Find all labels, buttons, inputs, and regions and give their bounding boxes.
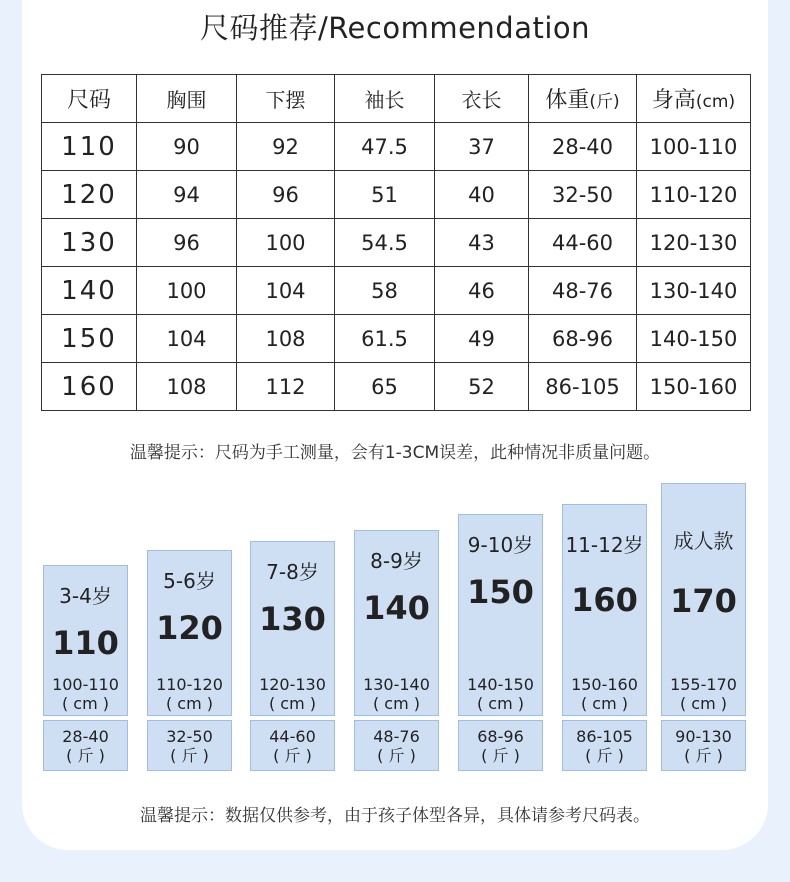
note-measurement: 温馨提示：尺码为手工测量，会有1-3CM误差，此种情况非质量问题。	[129, 443, 661, 463]
table-cell: 104	[237, 267, 335, 315]
column-age: 8-9岁	[370, 549, 423, 573]
header-weight	[529, 75, 637, 123]
table-row	[42, 267, 751, 315]
table-row	[42, 219, 751, 267]
column-age: 7-8岁	[266, 560, 319, 584]
size-column	[250, 541, 335, 716]
weight-unit: ( 斤 )	[66, 746, 105, 765]
size-column	[43, 565, 128, 716]
table-cell: 40	[435, 171, 529, 219]
size-cell: 140	[42, 267, 137, 315]
column-height-range	[251, 675, 334, 713]
table-cell: 120-130	[637, 219, 751, 267]
header-weight-label: 体重	[545, 88, 590, 113]
height-unit: ( cm )	[372, 694, 421, 713]
size-cell: 120	[42, 171, 137, 219]
header-height-label: 身高	[651, 88, 696, 113]
weight-box	[43, 720, 128, 771]
table-cell: 100	[237, 219, 335, 267]
weight-unit: ( 斤 )	[170, 746, 209, 765]
table-cell: 43	[435, 219, 529, 267]
table-cell: 96	[137, 219, 237, 267]
height-unit: ( cm )	[61, 694, 110, 713]
header-length: 衣长	[435, 75, 529, 123]
weight-value: 48-76	[373, 727, 420, 746]
height-value: 110-120	[156, 675, 223, 694]
table-cell: 49	[435, 315, 529, 363]
size-cell: 110	[42, 123, 137, 171]
weight-box	[354, 720, 439, 771]
weight-value: 68-96	[477, 727, 524, 746]
column-height-range	[355, 675, 438, 713]
table-cell: 110-120	[637, 171, 751, 219]
table-cell: 61.5	[335, 315, 435, 363]
height-unit: ( cm )	[476, 694, 525, 713]
table-cell: 47.5	[335, 123, 435, 171]
height-value: 100-110	[52, 675, 119, 694]
size-column	[661, 483, 746, 716]
column-size: 120	[156, 609, 223, 647]
table-cell: 51	[335, 171, 435, 219]
size-column	[458, 514, 543, 716]
page-title: 尺码推荐/Recommendation	[199, 11, 591, 45]
table-cell: 86-105	[529, 363, 637, 411]
table-cell: 112	[237, 363, 335, 411]
table-cell: 90	[137, 123, 237, 171]
weight-box	[250, 720, 335, 771]
table-cell: 92	[237, 123, 335, 171]
table-cell: 130-140	[637, 267, 751, 315]
column-age: 9-10岁	[467, 533, 534, 557]
size-cell: 150	[42, 315, 137, 363]
table-cell: 100-110	[637, 123, 751, 171]
table-cell: 48-76	[529, 267, 637, 315]
header-chest: 胸围	[137, 75, 237, 123]
table-cell: 140-150	[637, 315, 751, 363]
weight-value: 86-105	[576, 727, 633, 746]
height-unit: ( cm )	[580, 694, 629, 713]
table-row	[42, 123, 751, 171]
table-cell: 108	[237, 315, 335, 363]
table-header-row	[42, 75, 751, 123]
table-cell: 32-50	[529, 171, 637, 219]
size-cell: 130	[42, 219, 137, 267]
height-value: 120-130	[259, 675, 326, 694]
weight-value: 44-60	[269, 727, 316, 746]
height-value: 150-160	[571, 675, 638, 694]
column-size: 130	[259, 600, 326, 638]
table-cell: 58	[335, 267, 435, 315]
column-size: 170	[670, 582, 737, 620]
column-height-range	[44, 675, 127, 713]
table-row	[42, 315, 751, 363]
table-cell: 52	[435, 363, 529, 411]
height-unit: ( cm )	[268, 694, 317, 713]
height-unit: ( cm )	[679, 694, 728, 713]
column-size: 160	[571, 581, 638, 619]
size-column	[354, 530, 439, 716]
table-cell: 104	[137, 315, 237, 363]
column-size: 140	[363, 589, 430, 627]
weight-box	[458, 720, 543, 771]
table-cell: 94	[137, 171, 237, 219]
header-weight-unit: (斤)	[589, 92, 620, 112]
table-cell: 68-96	[529, 315, 637, 363]
weight-box	[147, 720, 232, 771]
weight-value: 28-40	[62, 727, 109, 746]
weight-box	[661, 720, 746, 771]
column-height-range	[662, 675, 745, 713]
column-age: 3-4岁	[59, 584, 112, 608]
size-table	[41, 74, 751, 411]
table-cell: 65	[335, 363, 435, 411]
table-cell: 108	[137, 363, 237, 411]
note-reference: 温馨提示：数据仅供参考，由于孩子体型各异，具体请参考尺码表。	[140, 806, 650, 826]
table-cell: 46	[435, 267, 529, 315]
table-cell: 100	[137, 267, 237, 315]
column-age: 11-12岁	[565, 533, 644, 557]
height-value: 155-170	[670, 675, 737, 694]
table-cell: 96	[237, 171, 335, 219]
size-cell: 160	[42, 363, 137, 411]
table-cell: 28-40	[529, 123, 637, 171]
column-age: 5-6岁	[163, 569, 216, 593]
height-value: 130-140	[363, 675, 430, 694]
weight-unit: ( 斤 )	[377, 746, 416, 765]
header-height-unit: (cm)	[695, 92, 736, 112]
weight-value: 90-130	[675, 727, 732, 746]
column-height-range	[563, 675, 646, 713]
column-size: 110	[52, 624, 119, 662]
column-height-range	[148, 675, 231, 713]
table-cell: 54.5	[335, 219, 435, 267]
weight-value: 32-50	[166, 727, 213, 746]
header-size: 尺码	[42, 75, 137, 123]
table-cell: 150-160	[637, 363, 751, 411]
header-sleeve: 袖长	[335, 75, 435, 123]
height-unit: ( cm )	[165, 694, 214, 713]
weight-unit: ( 斤 )	[273, 746, 312, 765]
table-row	[42, 363, 751, 411]
height-value: 140-150	[467, 675, 534, 694]
column-age: 成人款	[673, 529, 734, 553]
column-size: 150	[467, 573, 534, 611]
table-cell: 37	[435, 123, 529, 171]
weight-box	[562, 720, 647, 771]
header-hem: 下摆	[237, 75, 335, 123]
table-cell: 44-60	[529, 219, 637, 267]
weight-unit: ( 斤 )	[684, 746, 723, 765]
weight-unit: ( 斤 )	[585, 746, 624, 765]
table-row	[42, 171, 751, 219]
weight-unit: ( 斤 )	[481, 746, 520, 765]
column-height-range	[459, 675, 542, 713]
header-height	[637, 75, 751, 123]
size-column	[147, 550, 232, 716]
size-column	[562, 504, 647, 716]
